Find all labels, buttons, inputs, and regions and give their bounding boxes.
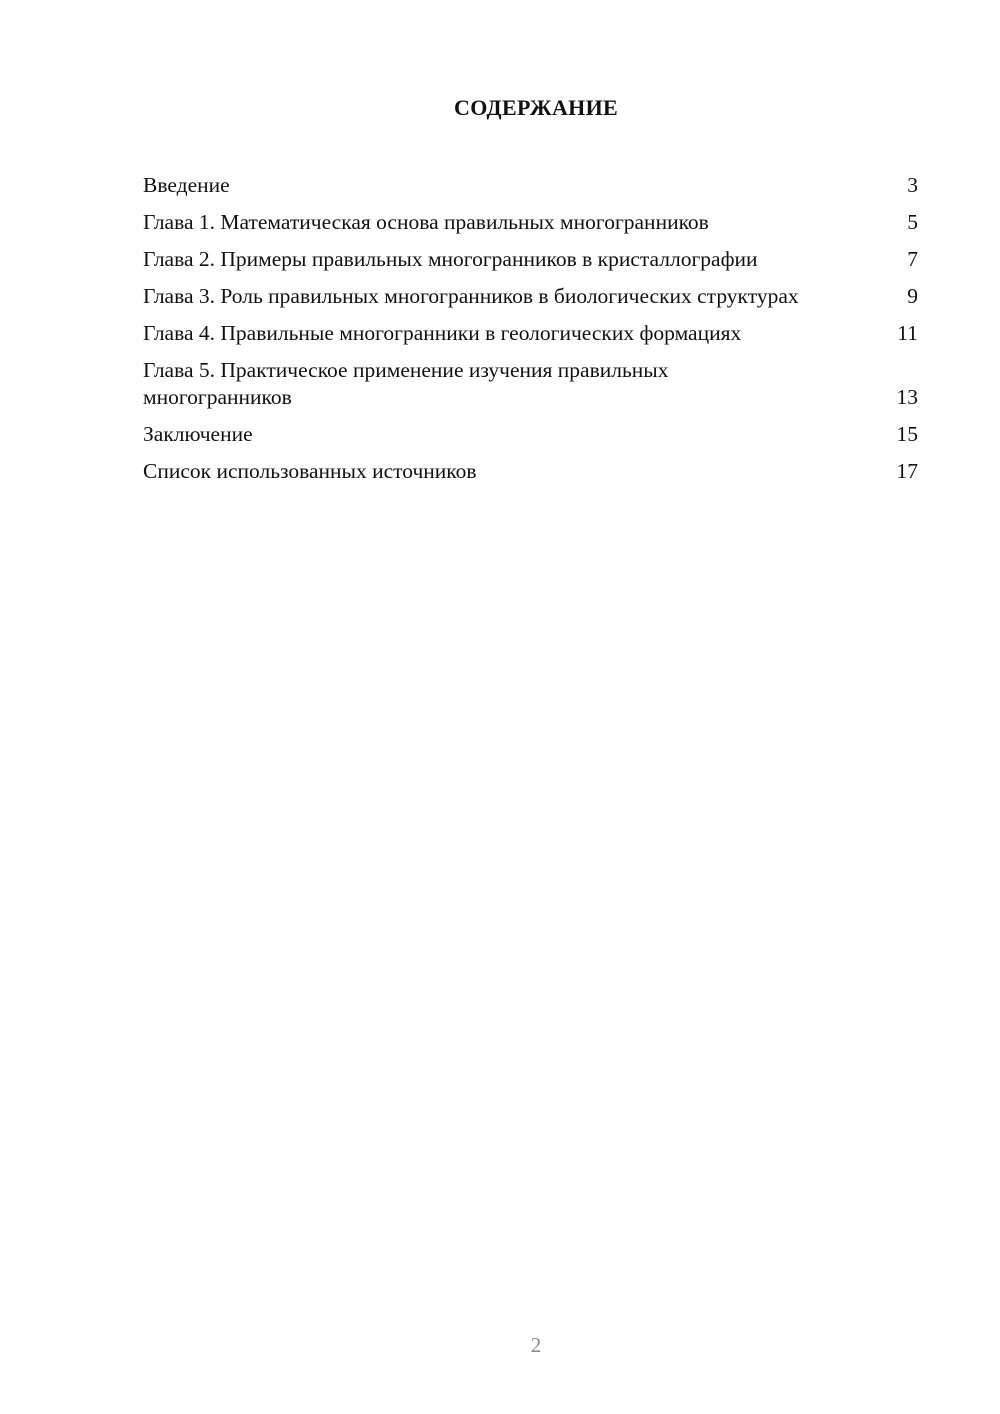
toc-entry-page: 9	[907, 284, 918, 308]
toc-entry-text: Глава 4. Правильные многогранники в геологических формациях	[143, 321, 742, 345]
toc-entry-page: 17	[896, 459, 918, 483]
toc-entry-page: 13	[896, 385, 918, 409]
toc-entry-text: Заключение	[143, 422, 253, 446]
toc-entry-text: Глава 2. Примеры правильных многогранников в кристаллографии	[143, 247, 758, 271]
toc-entry-text: Введение	[143, 173, 230, 197]
page-number: 2	[530, 1333, 542, 1357]
toc-entry-text: Глава 1. Математическая основа правильных многогранников	[143, 210, 709, 234]
table-of-contents	[143, 172, 918, 495]
toc-entry-chapter-4	[143, 320, 918, 347]
toc-entry-page: 11	[897, 321, 918, 345]
toc-entry-text: Глава 5. Практическое применение изучения правильных многогранников	[143, 358, 669, 409]
toc-entry-references	[143, 458, 918, 485]
toc-entry-chapter-3	[143, 283, 918, 310]
toc-entry-chapter-1	[143, 209, 918, 236]
toc-entry-conclusion	[143, 421, 918, 448]
toc-entry-page: 3	[907, 173, 918, 197]
toc-entry-page: 15	[896, 422, 918, 446]
toc-entry-chapter-2	[143, 246, 918, 273]
toc-entry-text: Список использованных источников	[143, 459, 477, 483]
toc-entry-introduction	[143, 172, 918, 199]
toc-entry-page: 7	[907, 247, 918, 271]
toc-entry-chapter-5	[143, 357, 918, 411]
toc-entry-page: 5	[907, 210, 918, 234]
page-title: СОДЕРЖАНИЕ	[454, 95, 618, 120]
toc-entry-text: Глава 3. Роль правильных многогранников в биологических структурах	[143, 284, 799, 308]
